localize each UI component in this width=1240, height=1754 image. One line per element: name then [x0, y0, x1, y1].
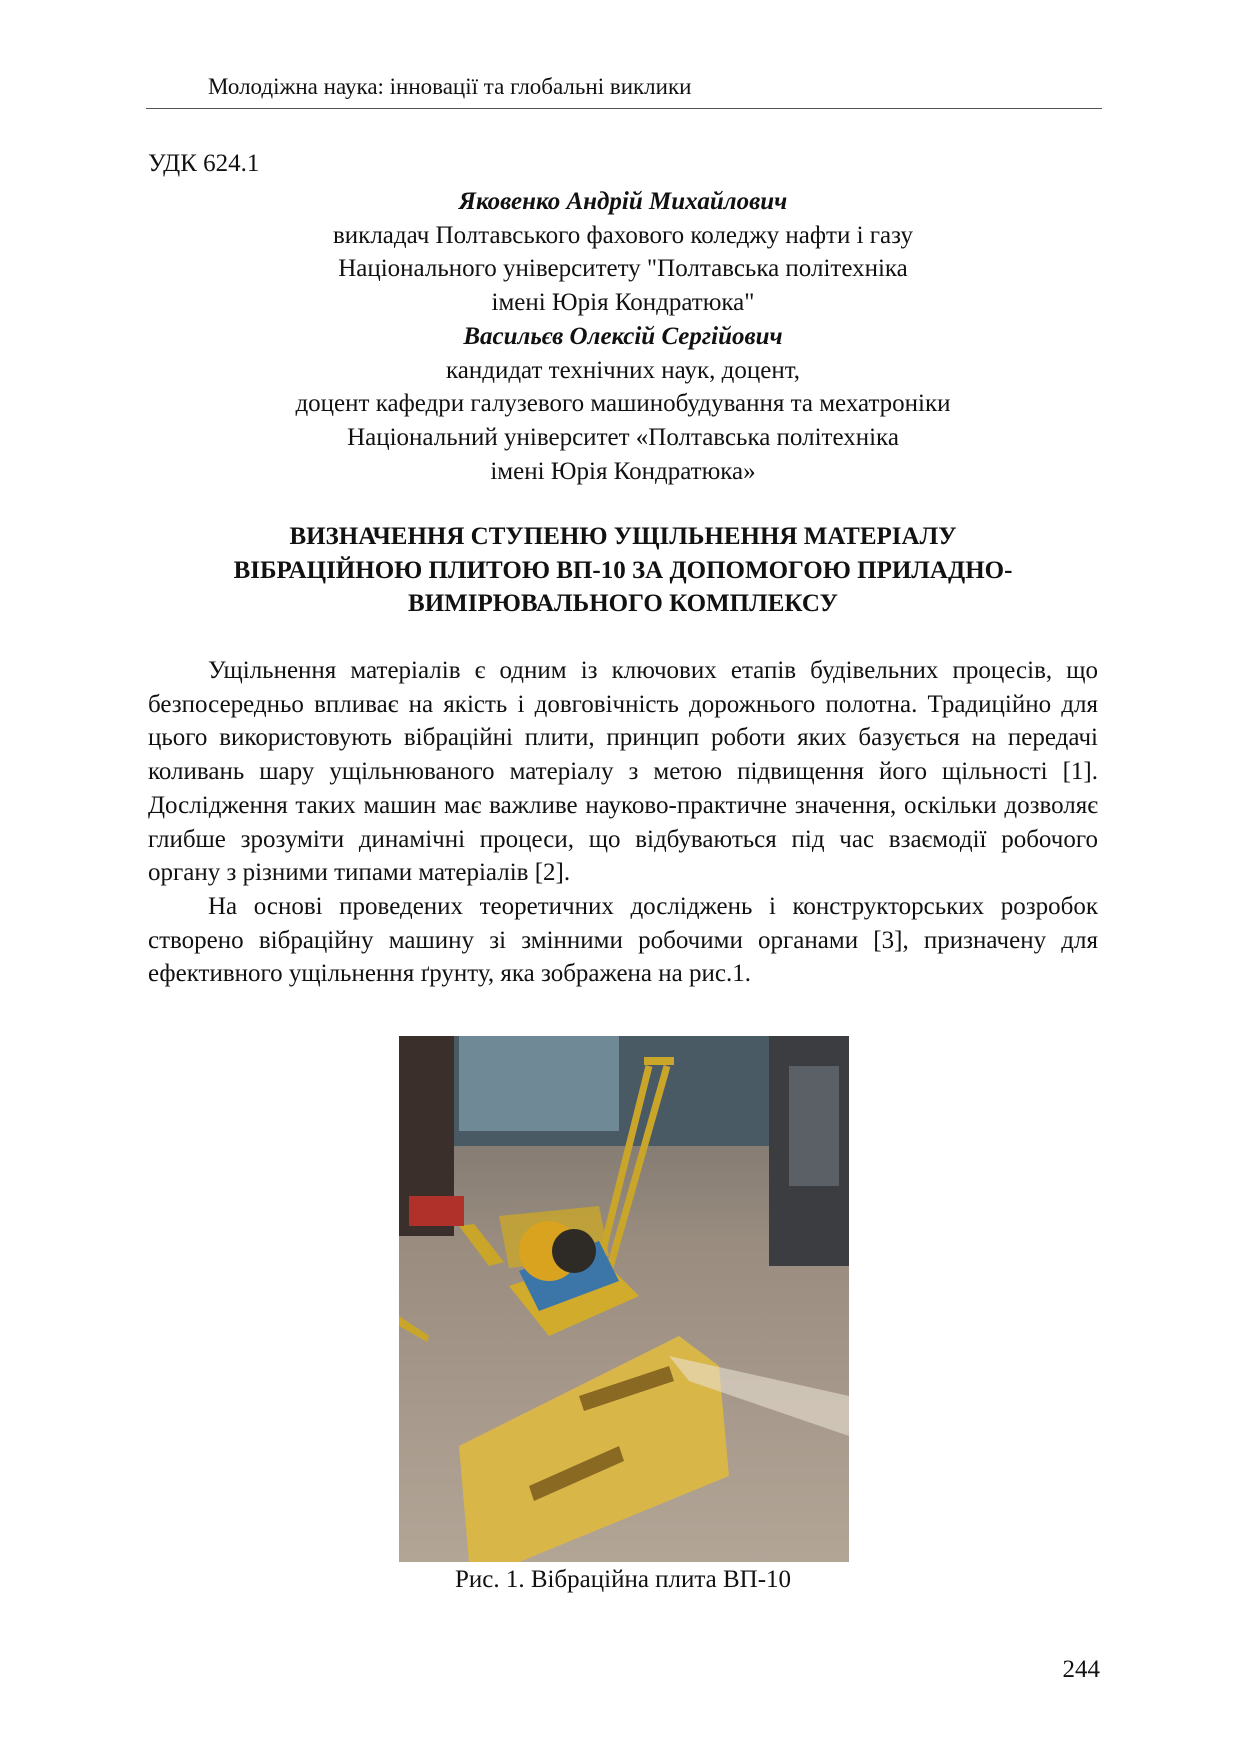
article-title [148, 520, 1098, 621]
title-line: ВИЗНАЧЕННЯ СТУПЕНЮ УЩІЛЬНЕННЯ МАТЕРІАЛУ [289, 523, 957, 550]
author-affiliation: імені Юрія Кондратюка» [490, 457, 756, 485]
figure-photo-vibration-plate [399, 1036, 849, 1562]
udk-code: УДК 624.1 [148, 150, 260, 177]
author-affiliation: викладач Полтавського фахового коледжу нафти і газу [333, 221, 913, 249]
author-affiliation: Національний університет «Полтавська політехніка [347, 423, 899, 451]
title-line: ВІБРАЦІЙНОЮ ПЛИТОЮ ВП-10 ЗА ДОПОМОГОЮ ПРИЛАДНО- [233, 556, 1013, 584]
figure-caption: Рис. 1. Вібраційна плита ВП-10 [454, 1566, 792, 1593]
author-affiliation: імені Юрія Кондратюка" [491, 289, 755, 317]
body-text [148, 654, 1098, 991]
title-line: ВИМІРЮВАЛЬНОГО КОМПЛЕКСУ [408, 590, 838, 618]
paragraph: На основі проведених теоретичних досліджень і конструкторських розробок створено вібраційну машину зі змінними робочими органами [3], призначену для ефективного ущільнення ґрунту, яка зображена на рис.1. [148, 892, 1098, 988]
author-name: Яковенко Андрій Михайлович [458, 188, 788, 215]
page-number: 244 [1062, 1656, 1100, 1683]
header-rule [146, 108, 1102, 109]
author-affiliation: кандидат технічних наук, доцент, [445, 356, 800, 384]
running-header: Молодіжна наука: інновації та глобальні виклики [208, 74, 692, 99]
author-name: Васильєв Олексій Сергійович [463, 322, 783, 350]
author-block [148, 185, 1098, 488]
author-affiliation: Національного університету "Полтавська політехніка [338, 255, 908, 283]
paragraph: Ущільнення матеріалів є одним із ключових етапів будівельних процесів, що безпосередньо впливає на якість і довговічність дорожнього полотна. Традиційно для цього використовують вібраційні плити, принцип роботи яких базується на передачі коливань шару ущільнюваного матеріалу з метою підвищення його щільності [1]. Дослідження таких машин має важливе науково-практичне значення, оскільки дозволяє глибше зрозуміти динамічні процеси, що відбуваються під час взаємодії робочого органу з різними типами матеріалів [2]. [148, 657, 1098, 887]
author-affiliation: доцент кафедри галузевого машинобудування та мехатроніки [295, 390, 951, 418]
